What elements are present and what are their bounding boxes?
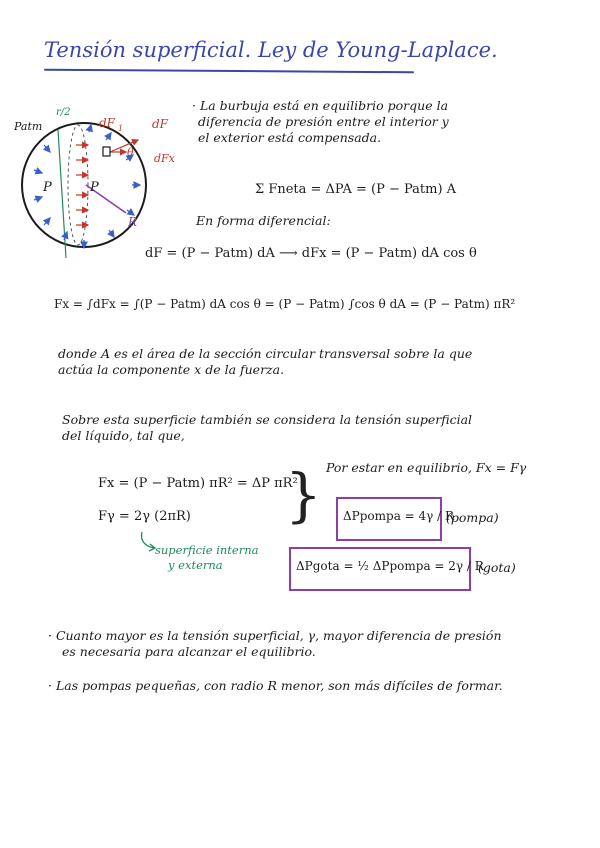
equation-gota: ΔPgota = ½ ΔPpompa = 2γ / R [296, 559, 484, 573]
bullet-2: · Las pompas pequeñas, con radio R menor, son más difíciles de formar. [48, 678, 503, 693]
intro-line-3: el exterior está compensada. [198, 130, 382, 145]
intro-line-1: · La burbuja está en equilibrio porque la [192, 98, 449, 113]
where-line-2: actúa la componente x de la fuerza. [58, 362, 285, 377]
label-half-r: r/2 [56, 107, 71, 118]
green-note-line-1: superficie interna [155, 543, 259, 557]
cross-section [68, 125, 88, 245]
label-theta: θ [127, 146, 134, 159]
where-line-1: donde A es el área de la sección circular transversal sobre la que [58, 346, 473, 361]
label-dF1-sub: 1 [118, 124, 124, 133]
page-title: Tensión superficial. Ley de Young-Laplace. [44, 38, 498, 62]
bullet-1-line-2: es necesaria para alcanzar el equilibrio. [62, 644, 316, 659]
brace: } [285, 461, 322, 529]
title-underline [44, 69, 414, 74]
bullet-1-line-1: · Cuanto mayor es la tensión superficial, γ, mayor diferencia de presión [48, 628, 502, 643]
label-dF1: dF [99, 116, 116, 130]
surface-line-2: del líquido, tal que, [62, 428, 185, 443]
surface-element [103, 147, 110, 156]
surface-line-1: Sobre esta superficie también se considera la tensión superficial [62, 412, 473, 427]
equation-sum: Σ Fneta = ΔPA = (P − Patm) A [255, 182, 457, 197]
label-P-right: P [90, 180, 99, 195]
intro-line-2: diferencia de presión entre el interior y [198, 114, 449, 129]
green-arrow [136, 530, 160, 556]
green-note-line-2: y externa [168, 558, 223, 572]
label-R: R [128, 215, 138, 229]
label-dF: dF [152, 117, 169, 131]
pompa-label: (pompa) [446, 510, 499, 525]
label-patm: Patm [14, 120, 43, 133]
label-P-left: P [43, 180, 52, 195]
equation-integral: Fx = ∫dFx = ∫(P − Patm) dA cos θ = (P − Patm) ∫cos θ dA = (P − Patm) πR² [54, 297, 516, 311]
equation-pompa: ΔPpompa = 4γ / R [343, 509, 455, 523]
gota-label: (gota) [478, 560, 516, 575]
equation-differential: dF = (P − Patm) dA ⟶ dFx = (P − Patm) dA cos θ [145, 246, 477, 261]
label-dFx: dFx [154, 152, 175, 165]
bubble-diagram [14, 100, 184, 265]
differential-label: En forma diferencial: [196, 213, 331, 228]
equilibrium-text: Por estar en equilibrio, Fx = Fγ [326, 460, 527, 475]
equation-fgamma: Fγ = 2γ (2πR) [98, 509, 191, 524]
equation-fx: Fx = (P − Patm) πR² = ΔP πR² [98, 476, 298, 491]
